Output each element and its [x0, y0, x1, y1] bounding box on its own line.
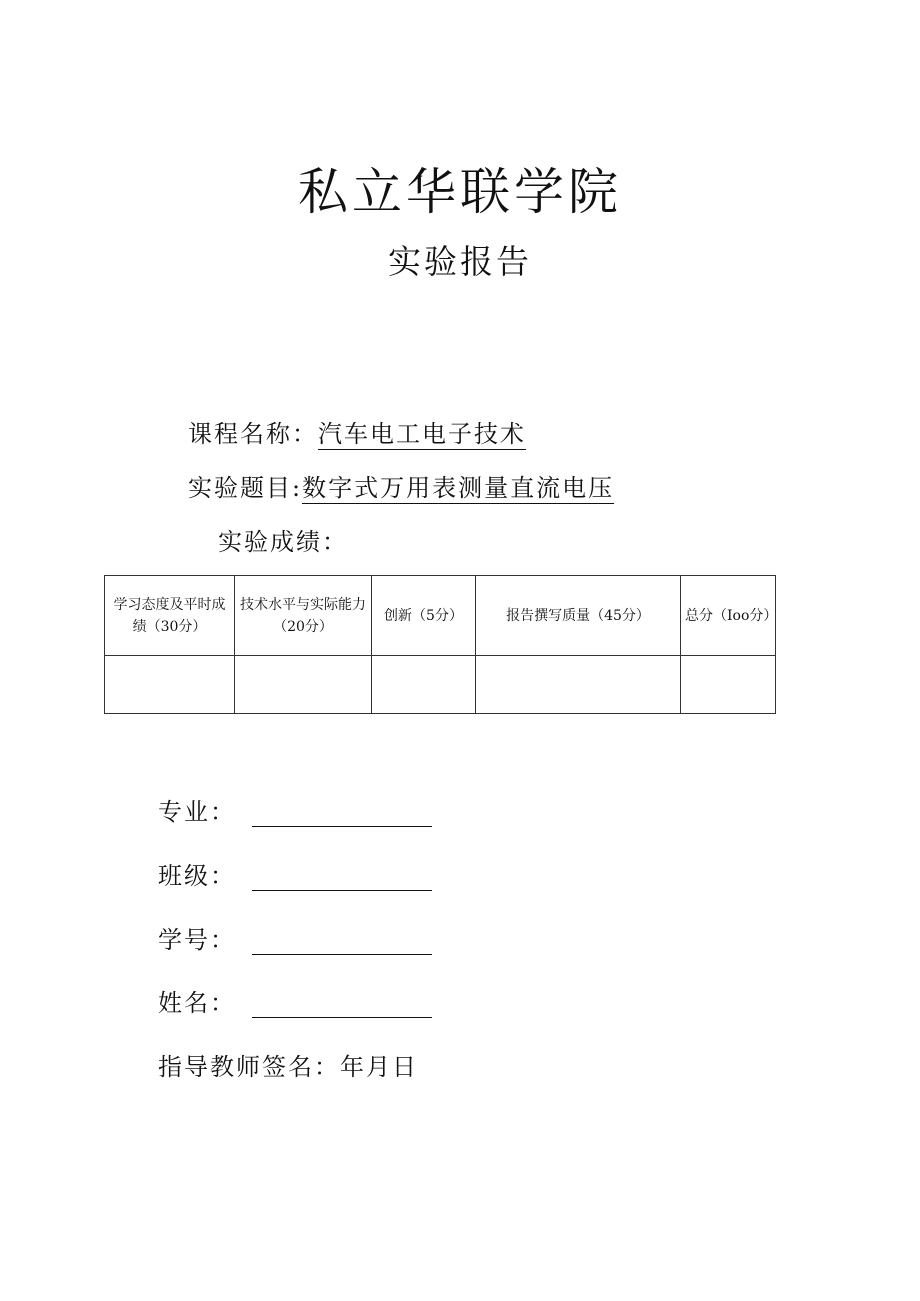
name-label: 姓名： — [158, 989, 236, 1017]
score-table-value-row — [105, 656, 776, 714]
score-table-header-row — [105, 576, 776, 656]
header-innovation: 创新（5分） — [372, 576, 476, 656]
course-value: 汽车电工电子技术 — [318, 420, 526, 448]
class-blank[interactable] — [252, 860, 432, 891]
class-label: 班级： — [158, 862, 236, 890]
major-field — [158, 796, 236, 828]
score-cell-innovation[interactable] — [372, 656, 476, 714]
name-field — [158, 987, 236, 1019]
grade-label: 实验成绩： — [218, 528, 348, 556]
name-blank[interactable] — [252, 987, 432, 1018]
header-attitude: 学习态度及平时成绩（30分） — [105, 576, 235, 656]
score-cell-attitude[interactable] — [105, 656, 235, 714]
teacher-signature-line: 指导教师签名：年月日 — [158, 1053, 418, 1081]
header-total: 总分（Ioo分） — [681, 576, 776, 656]
score-table — [104, 575, 776, 714]
score-cell-report-quality[interactable] — [476, 656, 681, 714]
course-label: 课程名称： — [188, 420, 318, 448]
course-line — [188, 418, 526, 450]
major-blank[interactable] — [252, 796, 432, 827]
student-id-field — [158, 924, 236, 956]
experiment-line — [188, 472, 614, 504]
class-field — [158, 860, 236, 892]
experiment-label: 实验题目: — [188, 474, 303, 502]
school-title: 私立华联学院 — [298, 163, 622, 221]
student-id-blank[interactable] — [252, 924, 432, 955]
report-type-title: 实验报告 — [388, 242, 532, 281]
score-cell-technical[interactable] — [235, 656, 372, 714]
student-id-label: 学号： — [158, 926, 236, 954]
experiment-value: 数字式万用表测量直流电压 — [302, 474, 615, 502]
score-cell-total[interactable] — [681, 656, 776, 714]
header-technical: 技术水平与实际能力（20分） — [235, 576, 372, 656]
major-label: 专业： — [158, 798, 236, 826]
header-report-quality: 报告撰写质量（45分） — [476, 576, 681, 656]
